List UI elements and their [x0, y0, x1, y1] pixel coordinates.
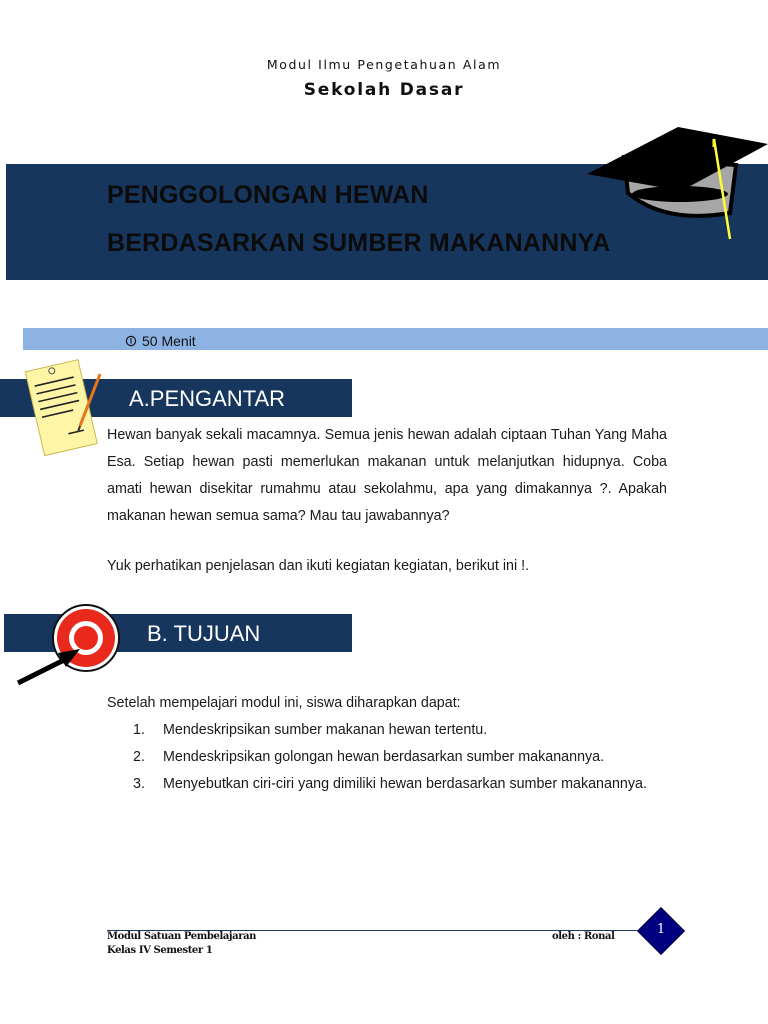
- graduation-cap-icon: [580, 118, 768, 243]
- title-line-1: PENGGOLONGAN HEWAN: [107, 181, 429, 209]
- section-b-heading: B. TUJUAN: [147, 621, 261, 646]
- list-item-text: Mendeskripsikan golongan hewan berdasarkan sumber makanannya.: [163, 749, 605, 765]
- list-item-text: Menyebutkan ciri-ciri yang dimiliki hewan berdasarkan sumber makanannya.: [163, 776, 647, 792]
- list-item-number: 2.: [133, 749, 145, 765]
- list-item: [107, 771, 707, 798]
- objectives-list: [107, 717, 707, 798]
- clock-icon: [125, 335, 137, 347]
- intro-paragraph: Hewan banyak sekali macamnya. Semua jenis hewan adalah ciptaan Tuhan Yang Maha Esa. Setiap hewan pasti memerlukan makanan untuk melanjutkan hidupnya. Coba amati hewan disekitar rumahmu atau sekolahmu, apa yang dimakannya ?. Apakah makanan hewan semua sama? Mau tau jawabannya?: [107, 427, 667, 524]
- document-pencil-icon: [22, 356, 108, 458]
- footer-module-name: Modul Satuan Pembelajaran: [107, 931, 257, 942]
- module-subject-header: Modul Ilmu Pengetahuan Alam: [266, 57, 502, 72]
- invitation-paragraph: Yuk perhatikan penjelasan dan ikuti kegiatan kegiatan, berikut ini !.: [107, 558, 530, 574]
- list-item: [107, 717, 707, 744]
- school-level-header: Sekolah Dasar: [303, 80, 465, 100]
- objectives-intro: Setelah mempelajari modul ini, siswa diharapkan dapat:: [107, 695, 461, 711]
- list-item-number: 3.: [133, 776, 145, 792]
- footer-author: oleh : Ronal: [552, 931, 615, 942]
- section-a-heading: A.PENGANTAR: [129, 386, 286, 411]
- title-line-2: BERDASARKAN SUMBER MAKANANNYA: [107, 229, 611, 257]
- page-number: 1: [656, 922, 666, 937]
- list-item-number: 1.: [133, 722, 145, 738]
- list-item: [107, 744, 707, 771]
- target-arrow-icon: [14, 603, 122, 687]
- list-item-text: Mendeskripsikan sumber makanan hewan tertentu.: [163, 722, 488, 738]
- duration-label: 50 Menit: [142, 333, 196, 349]
- footer-class-semester: Kelas IV Semester 1: [107, 945, 213, 956]
